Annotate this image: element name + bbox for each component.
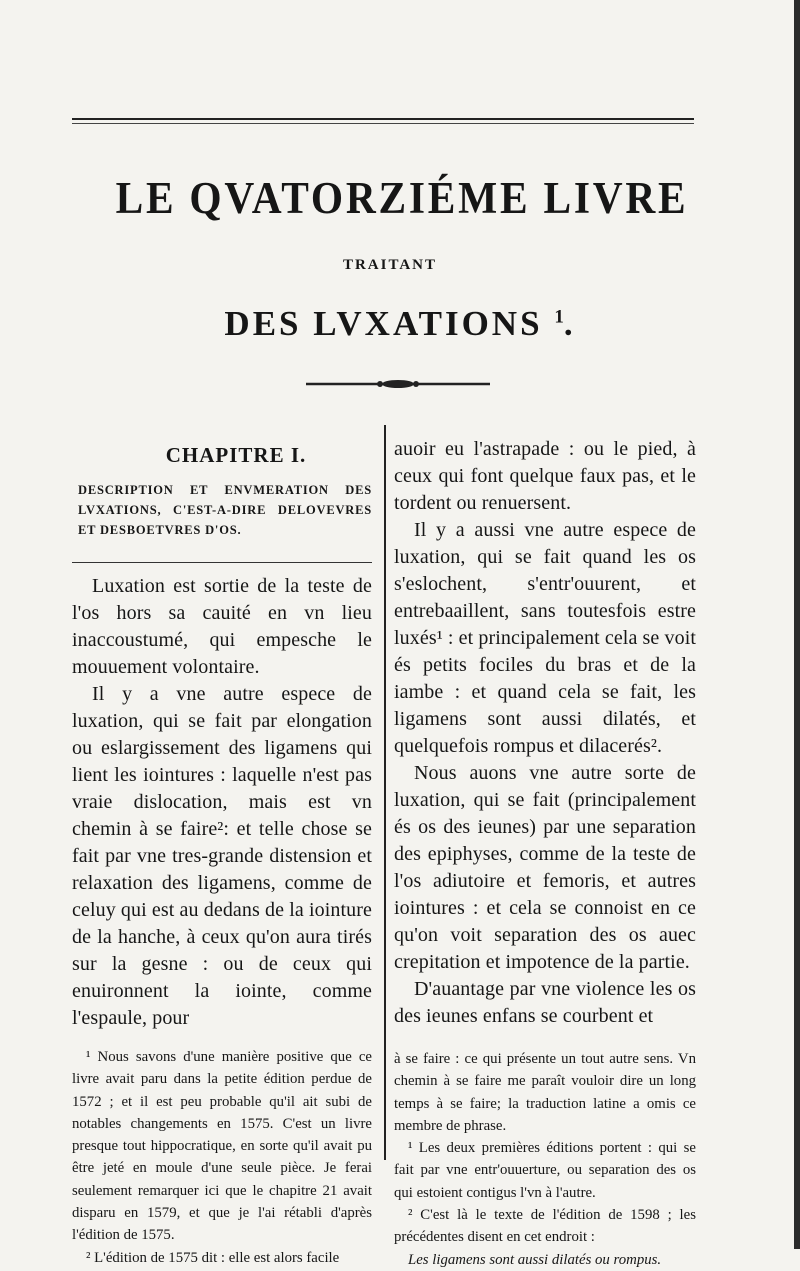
paragraph: Luxation est sortie de la teste de l'os hors sa cauité en vn lieu inaccoustumé, qui empesche le mouuement volontaire. — [72, 575, 372, 678]
left-column — [72, 443, 372, 1269]
page-edge-shadow — [794, 0, 800, 1249]
chapter-heading: CHAPITRE I. — [165, 443, 307, 467]
paragraph: D'auantage par vne violence les os des ieunes enfans se courbent et — [394, 978, 696, 1027]
column-divider — [384, 425, 386, 1160]
header-rule-thin — [72, 123, 694, 124]
footnote: ² C'est là le texte de l'édition de 1598 ; les précédentes disent en cet endroit : — [394, 1207, 696, 1246]
paragraph: auoir eu l'astrapade : ou le pied, à ceux qui font quelque faux pas, et le tordent ou renuersent. — [394, 438, 696, 514]
footnote: ² L'édition de 1575 dit : elle est alors facile — [86, 1249, 340, 1266]
chapter-description: DESCRIPTION ET ENVMERATION DES LVXATIONS, C'EST-A-DIRE DELOVEVRES ET DESBOETVRES D'OS. — [78, 483, 372, 537]
footnote: Les ligamens sont aussi dilatés ou rompus. — [408, 1251, 662, 1268]
right-footnotes — [394, 1048, 696, 1271]
title-connector: TRAITANT — [342, 257, 438, 273]
ornament-divider-icon — [306, 376, 490, 392]
book-subject: DES LVXATIONS $^1$. — [224, 304, 576, 343]
paragraph: Nous auons vne autre sorte de luxation, qui se fait (principalement és os des ieunes) par une separation des epiphyses, comme de la teste de l'os adiutoire et femoris, et autres iointures : et cela se connoist en ce qu'on voit separation des os auec crepitation et impotence de la partie. — [394, 762, 696, 973]
footnote: à se faire : ce qui présente un tout autre sens. Vn chemin à se faire me paraît vouloir dire un long temps à se faire; la traduction latine a omis ce membre de phrase. — [394, 1051, 696, 1134]
book-title: LE QVATORZIÉME LIVRE — [115, 173, 689, 223]
paragraph: Il y a vne autre espece de luxation, qui se fait par elongation ou eslargissement des ligamens qui lient les iointures : laquelle n'est pas vraie dislocation, mais est vn chemin à se faire²: et telle chose se fait par vne tres-grande distension et relaxation des ligamens, comme de celuy qui est au dedans de la iointure de la hanche, à ceux qu'on aura tirés sur la gesne : ou de ceux qui enuironnent la iointe, comme l'espaule, pour — [72, 683, 372, 1029]
footnote: ¹ Nous savons d'une manière positive que ce livre avait paru dans la petite édition perdue de 1572 ; et il est peu probable qu'il ait subi de notables changements en 1575. C'est un livre presque tout hippocratique, en sorte qu'il avait pu être jeté en moule d'une seule pièce. Je ferai seulement remarquer ici que le chapitre 21 avait disparu en 1579, et que je l'ai rétabli d'après l'édition de 1575. — [72, 1049, 372, 1244]
footnote: ¹ Les deux premières éditions portent : qui se fait par vne entr'ouuerture, ou separation des os qui estoient contigus l'vn à l'autre. — [394, 1140, 696, 1201]
paragraph: Il y a aussi vne autre espece de luxation, qui se fait quand les os s'eslochent, s'entr'ouurent, et entrebaaillent, sans toutesfois estre luxés¹ : et principalement cela se voit és petits fociles du bras et de la iambe : et quand cela se fait, les ligamens sont aussi dilatés, et quelquefois rompus et dilacerés². — [394, 519, 697, 757]
chapter-separator — [72, 562, 372, 563]
right-column — [394, 436, 696, 1271]
header-rule — [72, 118, 694, 120]
subject-footnote-ref: 1 — [554, 306, 564, 328]
subject-text: DES LVXATIONS — [224, 304, 543, 343]
right-body-text — [394, 436, 696, 1030]
left-footnotes — [72, 1046, 372, 1269]
left-body-text — [72, 573, 372, 1032]
